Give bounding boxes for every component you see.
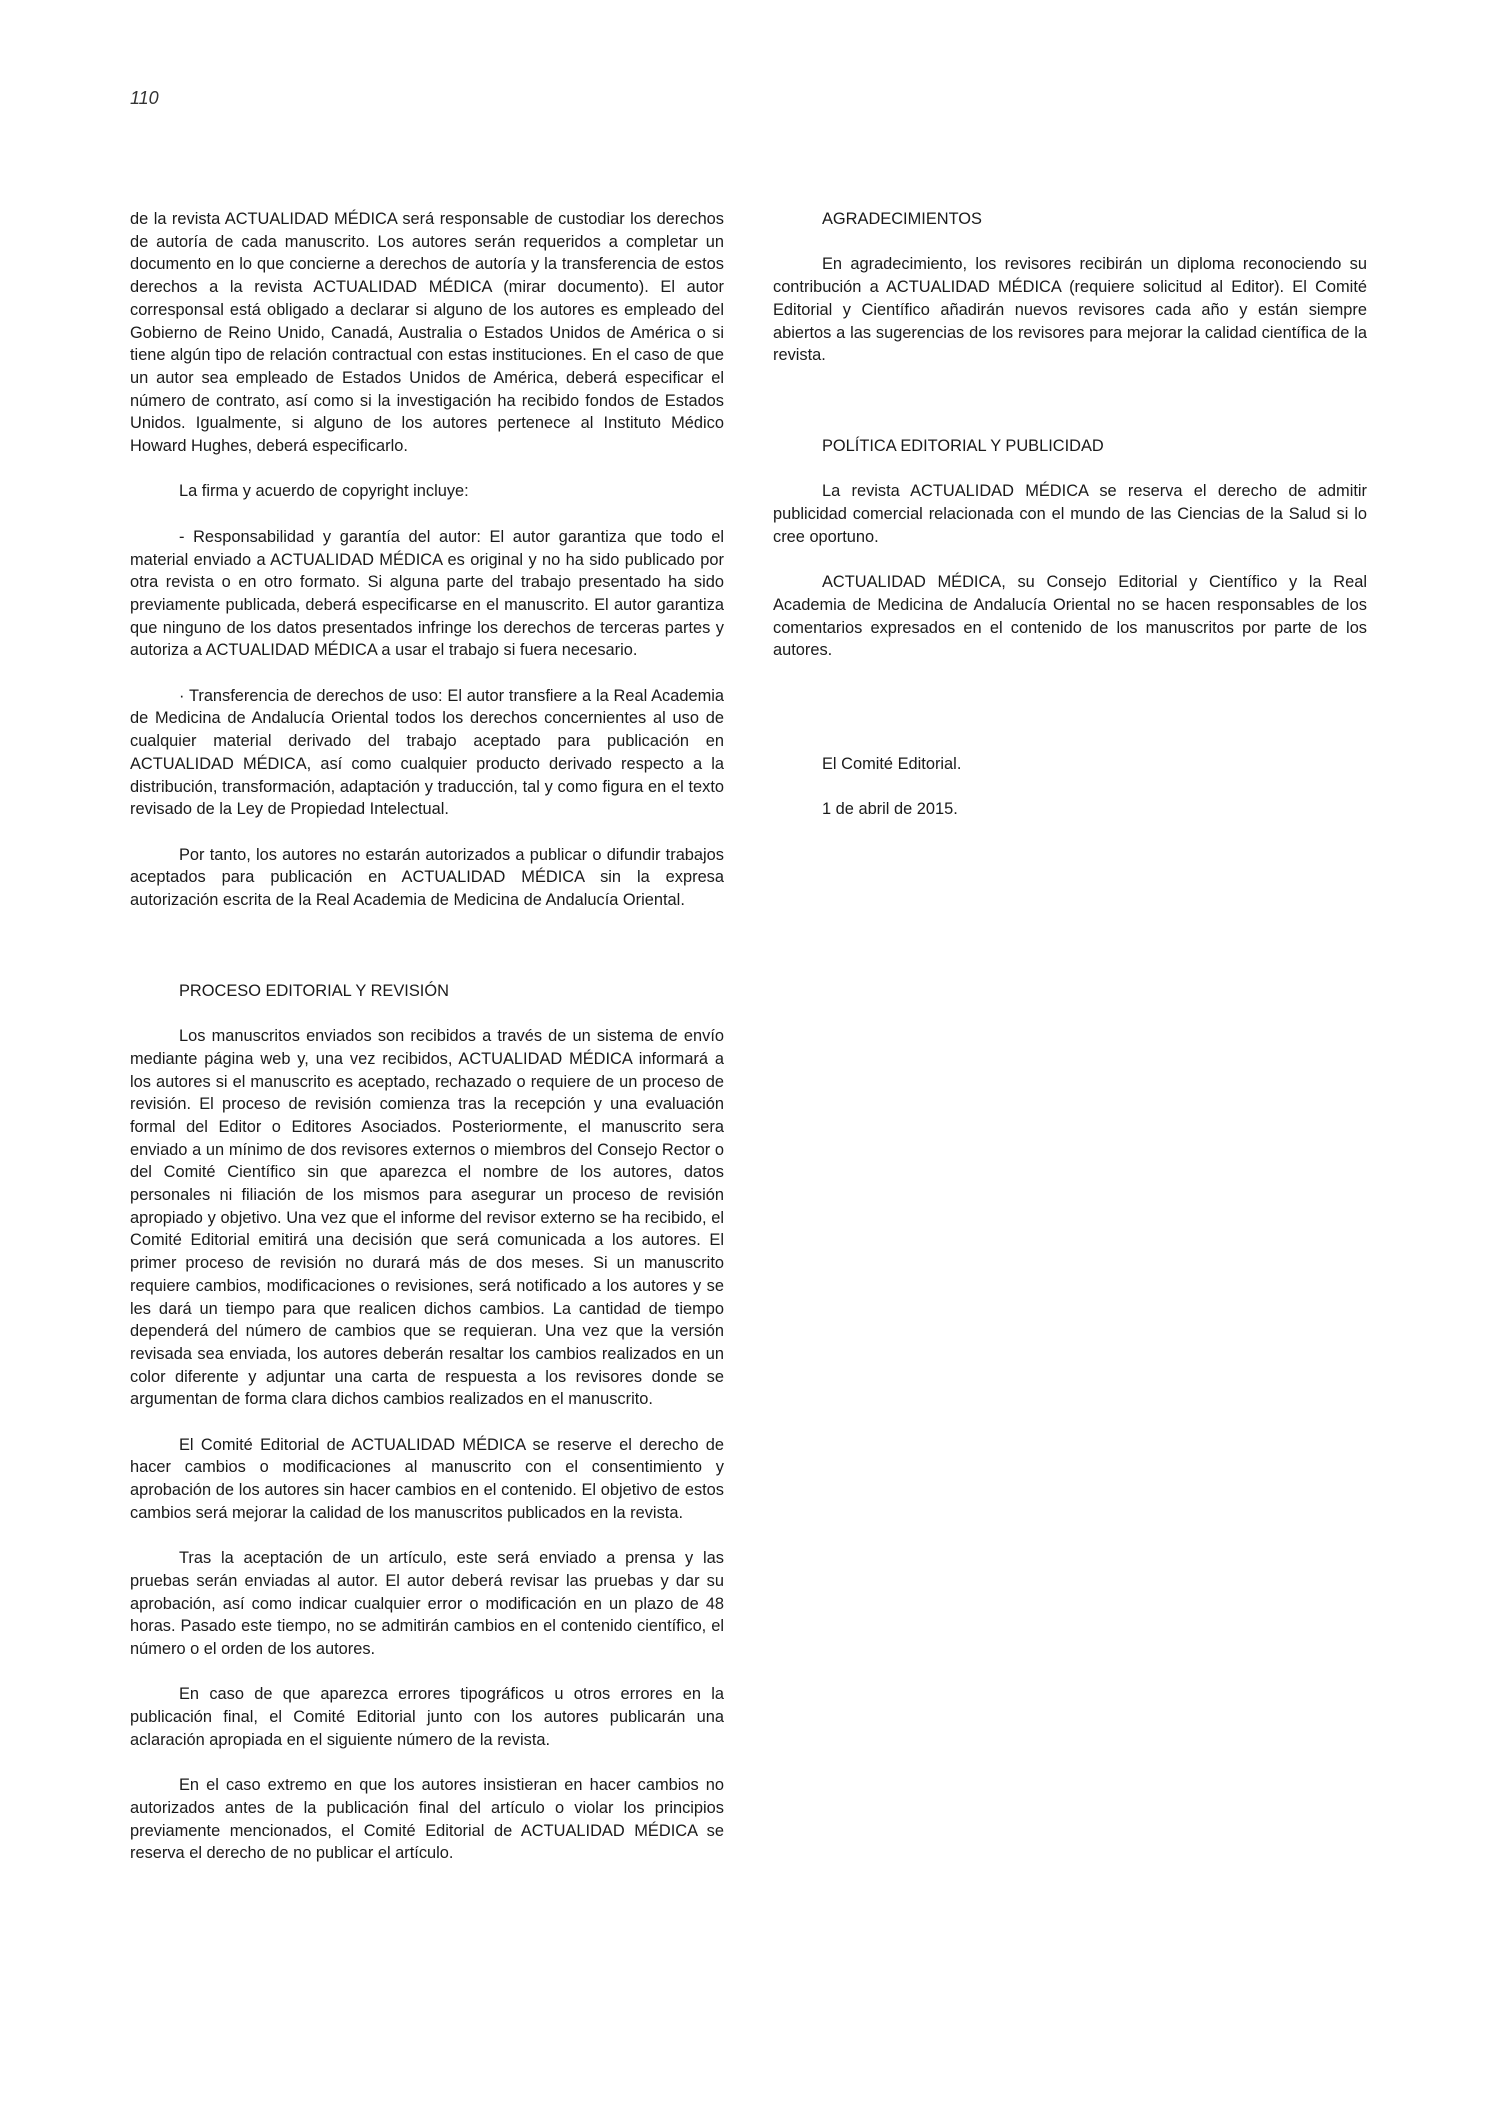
heading-editorial-process: PROCESO EDITORIAL Y REVISIÓN bbox=[179, 981, 449, 1000]
paragraph-proofs: Tras la aceptación de un artículo, este será enviado a prensa y las pruebas serán enviadas al autor. El autor deberá revisar las pruebas y dar su aprobación, así como indicar cualquier error o modificación en un plazo de 48 horas. Pasado este tiempo, no se admitirán cambios en el contenido científico, el número o el orden de los autores. bbox=[130, 1549, 724, 1659]
paragraph-custody: de la revista ACTUALIDAD MÉDICA será responsable de custodiar los derechos de autoría de cada manuscrito. Los autores serán requeridos a completar un documento en lo que concierne a derechos de autoría y la transferencia de estos derechos a la revista ACTUALIDAD MÉDICA (mirar documento). El autor corresponsal está obligado a declarar si alguno de los autores es empleado del Gobierno de Reino Unido, Canadá, Australia o Estados Unidos de América o si tiene algún tipo de relación contractual con estas instituciones. En el caso de que un autor sea empleado de Estados Unidos de América, deberá especificar el número de contrato, así como si la investigación ha recibido fondos de Estados Unidos. Igualmente, si alguno de los autores pertenece al Instituto Médico Howard Hughes, deberá especificarlo. bbox=[130, 210, 724, 456]
paragraph-copyright-intro: La firma y acuerdo de copyright incluye: bbox=[179, 482, 469, 501]
left-column bbox=[130, 208, 724, 1865]
paragraph-reviewer-diploma: En agradecimiento, los revisores recibirán un diploma reconociendo su contribución a ACTUALIDAD MÉDICA (requiere solicitud al Editor). El Comité Editorial y Científico añadirán nuevos revisores cada año y están siempre abiertos a las sugerencias de los revisores para mejorar la calidad científica de la revista. bbox=[773, 255, 1367, 365]
paragraph-review-process: Los manuscritos enviados son recibidos a través de un sistema de envío mediante página web y, una vez recibidos, ACTUALIDAD MÉDICA informará a los autores si el manuscrito es aceptado, rechazado o requiere de un proceso de revisión. El proceso de revisión comienza tras la recepción y una evaluación formal del Editor o Editores Asociados. Posteriormente, el manuscrito sera enviado a un mínimo de dos revisores externos o miembros del Consejo Rector o del Comité Científico sin que aparezca el nombre de los autores, datos personales ni filiación de los mismos para asegurar un proceso de revisión apropiado y objetivo. Una vez que el informe del revisor externo se ha recibido, el Comité Editorial emitirá una decisión que será comunicada a los autores. El primer proceso de revisión no durará más de dos meses. Si un manuscrito requiere cambios, modificaciones o revisiones, será notificado a los autores y se les dará un tiempo para que realicen dichos cambios. La cantidad de tiempo dependerá del número de cambios que se requieran. Una vez que la versión revisada sea enviada, los autores deberán resaltar los cambios realizados en un color diferente y adjuntar una carta de respuesta a los revisores donde se argumentan de forma clara dichos cambios realizados en el manuscrito. bbox=[130, 1027, 724, 1409]
page-number: 110 bbox=[130, 88, 159, 108]
heading-acknowledgements: AGRADECIMIENTOS bbox=[822, 210, 982, 228]
signature-editorial-committee: El Comité Editorial. bbox=[822, 754, 962, 773]
paragraph-publication-restriction: Por tanto, los autores no estarán autorizados a publicar o difundir trabajos aceptados para publicación en ACTUALIDAD MÉDICA sin la expresa autorización escrita de la Real Academia de Medicina de Andalucía Oriental. bbox=[130, 845, 724, 910]
paragraph-disclaimer: ACTUALIDAD MÉDICA, su Consejo Editorial y Científico y la Real Academia de Medicina de Andalucía Oriental no se hacen responsables de los comentarios expresados en el contenido de los manuscritos por parte de los autores. bbox=[773, 573, 1367, 660]
paragraph-unauthorized-changes: En el caso extremo en que los autores insistieran en hacer cambios no autorizados antes de la publicación final del artículo o violar los principios previamente mencionados, el Comité Editorial de ACTUALIDAD MÉDICA se reserva el derecho de no publicar el artículo. bbox=[130, 1776, 724, 1863]
heading-editorial-policy: POLÍTICA EDITORIAL Y PUBLICIDAD bbox=[822, 436, 1104, 455]
paragraph-errata: En caso de que aparezca errores tipográficos u otros errores en la publicación final, el Comité Editorial junto con los autores publicarán una aclaración apropiada en el siguiente número de la revista. bbox=[130, 1685, 724, 1749]
right-column bbox=[773, 208, 1367, 821]
paragraph-advertising: La revista ACTUALIDAD MÉDICA se reserva el derecho de admitir publicidad comercial relacionada con el mundo de las Ciencias de la Salud si lo cree oportuno. bbox=[773, 482, 1367, 546]
paragraph-author-responsibility: - Responsabilidad y garantía del autor: El autor garantiza que todo el material enviado a ACTUALIDAD MÉDICA es original y no ha sido publicado por otra revista o en otro formato. Si alguna parte del trabajo presentado ha sido previamente publicada, deberá especificarse en el manuscrito. El autor garantiza que ninguno de los datos presentados infringe los derechos de terceras partes y autoriza a ACTUALIDAD MÉDICA a usar el trabajo si fuera necesario. bbox=[130, 527, 724, 660]
paragraph-rights-transfer: · Transferencia de derechos de uso: El autor transfiere a la Real Academia de Medicina de Andalucía Oriental todos los derechos concernientes al uso de cualquier material derivado del trabajo aceptado para publicación en ACTUALIDAD MÉDICA, así como cualquier producto derivado respecto a la distribución, transformación, adaptación y traducción, tal y como figura en el texto revisado de la Ley de Propiedad Intelectual. bbox=[130, 686, 724, 819]
paragraph-editorial-changes: El Comité Editorial de ACTUALIDAD MÉDICA se reserve el derecho de hacer cambios o modificaciones al manuscrito con el consentimiento y aprobación de los autores sin hacer cambios en el contenido. El objetivo de estos cambios será mejorar la calidad de los manuscritos publicados en la revista. bbox=[130, 1435, 724, 1522]
signature-date: 1 de abril de 2015. bbox=[822, 800, 958, 819]
